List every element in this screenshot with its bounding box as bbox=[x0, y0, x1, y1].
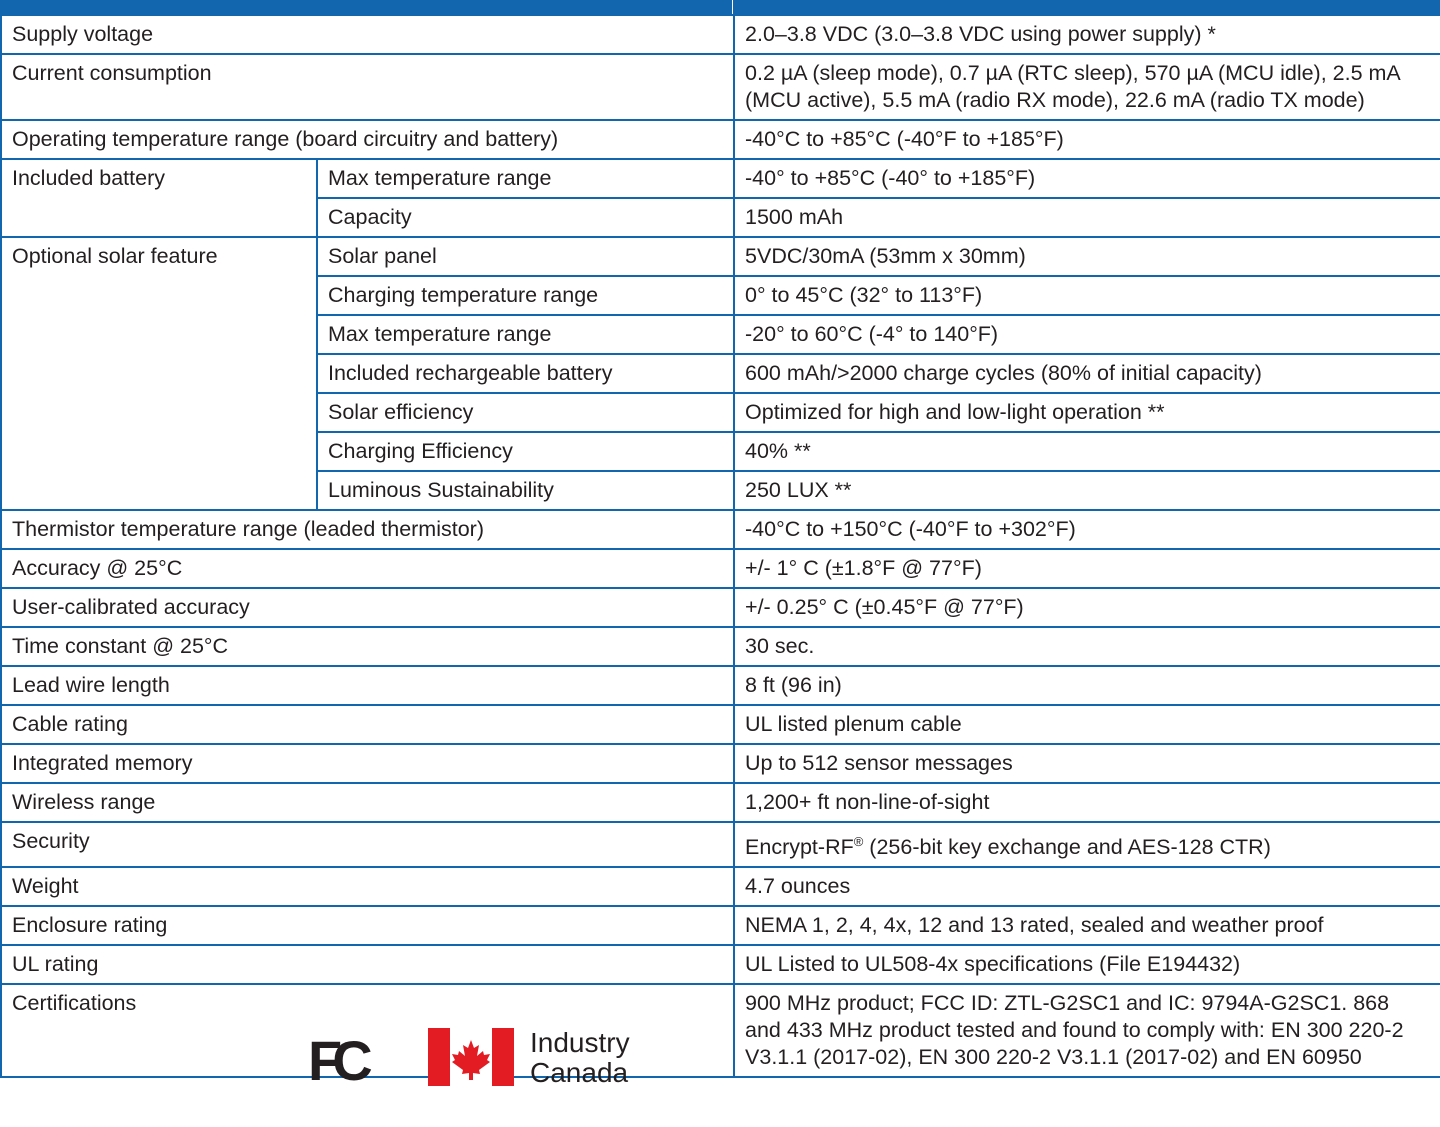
spec-label: User-calibrated accuracy bbox=[1, 588, 734, 627]
spec-sublabel: Charging Efficiency bbox=[317, 432, 734, 471]
spec-label: Weight bbox=[1, 867, 734, 906]
spec-sublabel: Capacity bbox=[317, 198, 734, 237]
table-row bbox=[1, 783, 1440, 822]
table-row bbox=[1, 15, 1440, 54]
spec-value: 900 MHz product; FCC ID: ZTL-G2SC1 and IC: 9794A-G2SC1. 868 and 433 MHz product tested and found to comply with: EN 300 220-2 V3.1.1 (2017-02), EN 300 220-2 V3.1.1 (2017-02) and EN 60950 bbox=[734, 984, 1440, 1077]
spec-label: Certifications bbox=[12, 991, 137, 1016]
spec-value: 1500 mAh bbox=[734, 198, 1440, 237]
spec-group-label: Included battery bbox=[1, 159, 317, 237]
spec-value: 2.0–3.8 VDC (3.0–3.8 VDC using power supply) * bbox=[734, 15, 1440, 54]
spec-label: Thermistor temperature range (leaded thermistor) bbox=[1, 510, 734, 549]
ic-line1: Industry bbox=[530, 1027, 630, 1059]
table-row bbox=[1, 120, 1440, 159]
spec-value: -40° to +85°C (-40° to +185°F) bbox=[734, 159, 1440, 198]
table-row bbox=[1, 510, 1440, 549]
ic-line2: Canada bbox=[530, 1057, 629, 1089]
spec-value: 0° to 45°C (32° to 113°F) bbox=[734, 276, 1440, 315]
table-row bbox=[1, 984, 1440, 1077]
spec-label: Wireless range bbox=[1, 783, 734, 822]
spec-sublabel: Included rechargeable battery bbox=[317, 354, 734, 393]
spec-value bbox=[734, 822, 1440, 867]
spec-label: Supply voltage bbox=[1, 15, 734, 54]
spec-value: +/- 1° C (±1.8°F @ 77°F) bbox=[734, 549, 1440, 588]
table-row bbox=[1, 237, 1440, 276]
svg-text:FC: FC bbox=[308, 1029, 363, 1089]
spec-value: Optimized for high and low-light operation ** bbox=[734, 393, 1440, 432]
spec-value: 4.7 ounces bbox=[734, 867, 1440, 906]
spec-sublabel: Luminous Sustainability bbox=[317, 471, 734, 510]
spec-sublabel: Max temperature range bbox=[317, 159, 734, 198]
table-row bbox=[1, 159, 1440, 198]
spec-sublabel: Solar panel bbox=[317, 237, 734, 276]
spec-value: NEMA 1, 2, 4, 4x, 12 and 13 rated, sealed and weather proof bbox=[734, 906, 1440, 945]
table-row bbox=[1, 945, 1440, 984]
registered-mark: ® bbox=[853, 834, 864, 849]
spec-value: 250 LUX ** bbox=[734, 471, 1440, 510]
spec-value: -40°C to +85°C (-40°F to +185°F) bbox=[734, 120, 1440, 159]
spec-value: 1,200+ ft non-line-of-sight bbox=[734, 783, 1440, 822]
spec-label: Cable rating bbox=[1, 705, 734, 744]
spec-value: Up to 512 sensor messages bbox=[734, 744, 1440, 783]
canada-flag-icon bbox=[428, 1028, 514, 1086]
industry-canada-logo bbox=[530, 1028, 630, 1088]
spec-value: 30 sec. bbox=[734, 627, 1440, 666]
spec-value: 0.2 µA (sleep mode), 0.7 µA (RTC sleep), 570 µA (MCU idle), 2.5 mA (MCU active), 5.5 mA (radio RX mode), 22.6 mA (radio TX mode) bbox=[734, 54, 1440, 120]
security-value-main: Encrypt-RF bbox=[745, 835, 854, 860]
table-row bbox=[1, 705, 1440, 744]
spec-value: UL listed plenum cable bbox=[734, 705, 1440, 744]
certification-logos bbox=[308, 1028, 648, 1088]
spec-sublabel: Max temperature range bbox=[317, 315, 734, 354]
spec-value: 5VDC/30mA (53mm x 30mm) bbox=[734, 237, 1440, 276]
spec-label: Integrated memory bbox=[1, 744, 734, 783]
spec-value: 40% ** bbox=[734, 432, 1440, 471]
spec-label: UL rating bbox=[1, 945, 734, 984]
spec-value: 600 mAh/>2000 charge cycles (80% of initial capacity) bbox=[734, 354, 1440, 393]
spec-value: UL Listed to UL508-4x specifications (File E194432) bbox=[734, 945, 1440, 984]
spec-sublabel: Solar efficiency bbox=[317, 393, 734, 432]
spec-sublabel: Charging temperature range bbox=[317, 276, 734, 315]
spec-label: Time constant @ 25°C bbox=[1, 627, 734, 666]
table-row bbox=[1, 588, 1440, 627]
table-row bbox=[1, 54, 1440, 120]
spec-label: Lead wire length bbox=[1, 666, 734, 705]
fcc-logo bbox=[308, 1028, 388, 1088]
spec-value: -20° to 60°C (-4° to 140°F) bbox=[734, 315, 1440, 354]
table-row bbox=[1, 867, 1440, 906]
spec-value: +/- 0.25° C (±0.45°F @ 77°F) bbox=[734, 588, 1440, 627]
spec-group-label: Optional solar feature bbox=[1, 237, 317, 510]
header-bar bbox=[0, 0, 1440, 14]
table-row bbox=[1, 744, 1440, 783]
table-row bbox=[1, 906, 1440, 945]
spec-value: 8 ft (96 in) bbox=[734, 666, 1440, 705]
spec-label: Accuracy @ 25°C bbox=[1, 549, 734, 588]
spec-value: -40°C to +150°C (-40°F to +302°F) bbox=[734, 510, 1440, 549]
spec-label: Operating temperature range (board circuitry and battery) bbox=[1, 120, 734, 159]
table-row bbox=[1, 666, 1440, 705]
spec-table bbox=[0, 14, 1440, 1089]
certifications-cell bbox=[1, 984, 734, 1089]
spec-label: Security bbox=[1, 822, 734, 867]
table-row bbox=[1, 627, 1440, 666]
table-row bbox=[1, 549, 1440, 588]
security-value-rest: (256-bit key exchange and AES-128 CTR) bbox=[863, 835, 1271, 860]
spec-label: Enclosure rating bbox=[1, 906, 734, 945]
table-row bbox=[1, 822, 1440, 867]
spec-label: Current consumption bbox=[1, 54, 734, 120]
